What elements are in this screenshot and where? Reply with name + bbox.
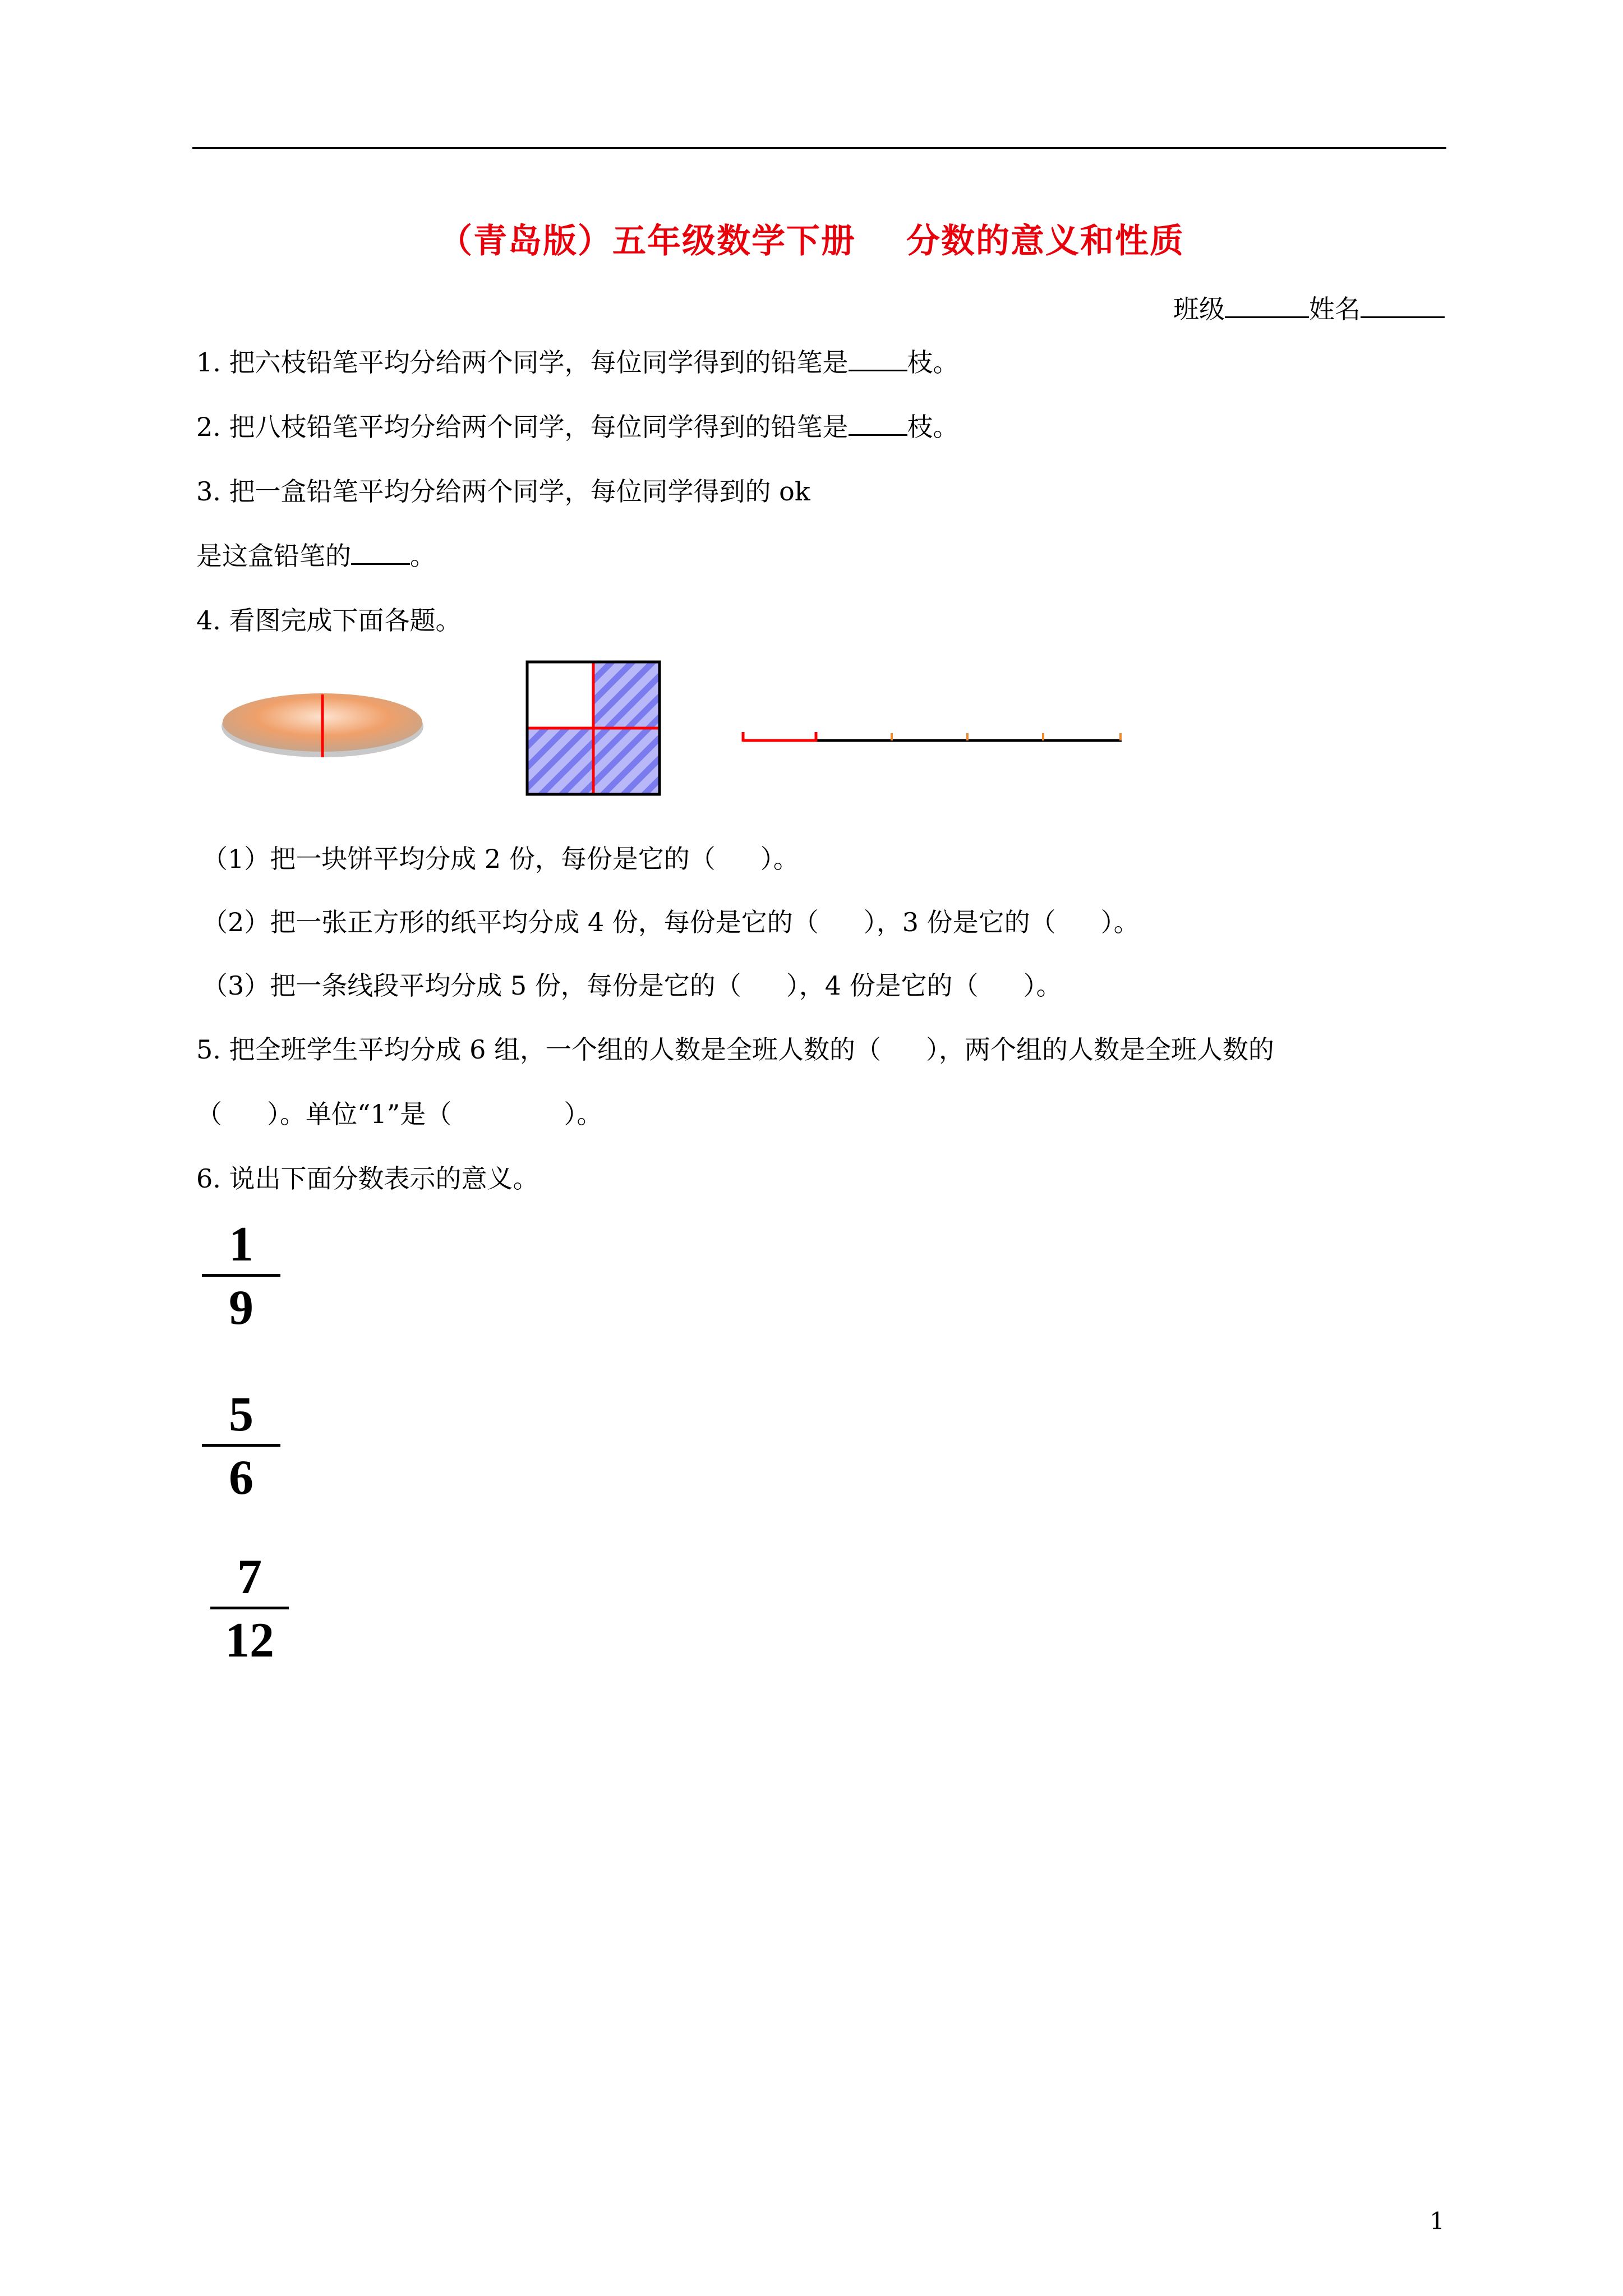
q5-text-2: ），两个组的人数是全班人数的 bbox=[926, 1034, 1275, 1065]
q2-blank[interactable] bbox=[849, 415, 907, 436]
fraction-numerator: 5 bbox=[229, 1387, 253, 1442]
fraction-numerator: 1 bbox=[229, 1217, 253, 1272]
question-5-line-1 bbox=[196, 1029, 1274, 1066]
question-4-prompt bbox=[196, 600, 462, 637]
fraction-5-6 bbox=[202, 1387, 280, 1505]
question-6-prompt bbox=[196, 1158, 539, 1195]
class-blank[interactable] bbox=[1225, 296, 1309, 318]
fraction-bar bbox=[202, 1274, 280, 1277]
fraction-denominator: 9 bbox=[229, 1281, 253, 1335]
name-blank[interactable] bbox=[1361, 296, 1445, 318]
fraction-1-9 bbox=[202, 1217, 280, 1335]
question-4-sub-2 bbox=[202, 902, 1140, 939]
page-number: 1 bbox=[1430, 2207, 1445, 2235]
q3-end: 。 bbox=[410, 541, 436, 571]
disk-figure bbox=[222, 693, 423, 757]
q3-text: 3. 把一盒铅笔平均分给两个同学，每位同学得到的 ok bbox=[196, 476, 810, 507]
q1-blank[interactable] bbox=[849, 351, 907, 371]
fraction-numerator: 7 bbox=[237, 1550, 262, 1604]
q5-text-3: ）。单位“1”是（ bbox=[267, 1099, 452, 1129]
q4-1-text: （1）把一块饼平均分成 2 份，每份是它的（ bbox=[202, 844, 716, 874]
square-shaded-part bbox=[527, 728, 593, 794]
fraction-denominator: 6 bbox=[229, 1451, 253, 1505]
class-name-line bbox=[1173, 289, 1445, 326]
question-4-sub-1 bbox=[202, 839, 799, 876]
q4-3-text: （3）把一条线段平均分成 5 份，每份是它的（ bbox=[202, 970, 741, 1001]
segment-figure bbox=[743, 732, 1122, 742]
q4-3-text-2: ），4 份是它的（ bbox=[786, 970, 979, 1001]
square-shaded-part bbox=[593, 728, 660, 794]
q4-3-close: ）。 bbox=[1023, 970, 1062, 1001]
question-2 bbox=[196, 407, 959, 444]
fraction-bar bbox=[210, 1607, 289, 1609]
q5-text: 5. 把全班学生平均分成 6 组，一个组的人数是全班人数的（ bbox=[196, 1034, 882, 1065]
q4-2-text-2: ），3 份是它的（ bbox=[863, 907, 1056, 937]
page-title bbox=[0, 214, 1623, 263]
question-5-line-2 bbox=[196, 1094, 602, 1131]
q1-unit: 枝。 bbox=[907, 347, 959, 378]
name-label: 姓名 bbox=[1309, 294, 1361, 324]
q4-1-close: ）。 bbox=[760, 844, 799, 874]
question-3-line-2 bbox=[196, 536, 436, 573]
q3-blank[interactable] bbox=[351, 544, 410, 565]
q4-text: 4. 看图完成下面各题。 bbox=[196, 605, 462, 636]
q4-2-close: ）。 bbox=[1100, 907, 1140, 937]
fraction-7-12 bbox=[210, 1550, 289, 1668]
class-label: 班级 bbox=[1173, 294, 1225, 324]
q2-text: 2. 把八枝铅笔平均分给两个同学，每位同学得到的铅笔是 bbox=[196, 412, 849, 442]
fraction-denominator: 12 bbox=[225, 1613, 274, 1668]
title-part-2: 分数的意义和性质 bbox=[906, 222, 1184, 261]
q3-text-2: 是这盒铅笔的 bbox=[196, 541, 351, 571]
q5-open: （ bbox=[196, 1099, 222, 1129]
question-4-sub-3 bbox=[202, 965, 1062, 1002]
q4-2-text: （2）把一张正方形的纸平均分成 4 份，每份是它的（ bbox=[202, 907, 819, 937]
question-1 bbox=[196, 342, 959, 379]
square-figure bbox=[527, 662, 660, 794]
fraction-bar bbox=[202, 1444, 280, 1447]
title-part-1: （青岛版）五年级数学下册 bbox=[439, 222, 856, 261]
header-rule bbox=[192, 147, 1446, 149]
q4-figures bbox=[0, 651, 1623, 808]
q6-text: 6. 说出下面分数表示的意义。 bbox=[196, 1163, 539, 1194]
question-3-line-1 bbox=[196, 471, 810, 508]
q1-text: 1. 把六枝铅笔平均分给两个同学，每位同学得到的铅笔是 bbox=[196, 347, 849, 378]
q5-close: ）。 bbox=[564, 1099, 603, 1129]
square-white-part bbox=[527, 662, 593, 728]
square-shaded-part bbox=[593, 662, 660, 728]
q2-unit: 枝。 bbox=[907, 412, 959, 442]
